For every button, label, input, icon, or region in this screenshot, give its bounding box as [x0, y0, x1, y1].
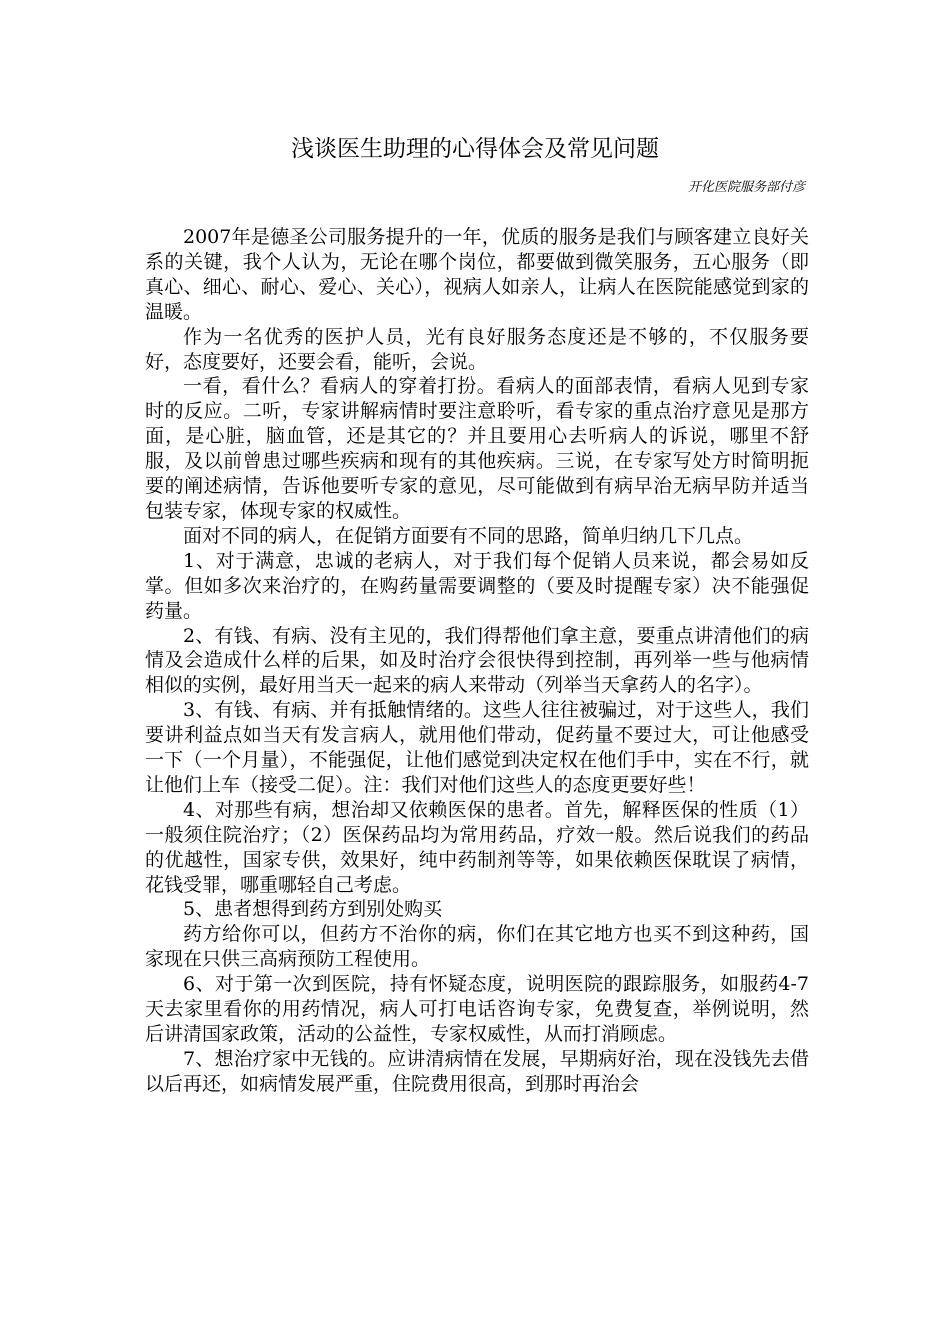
paragraph: 2007年是德圣公司服务提升的一年，优质的服务是我们与顾客建立良好关系的关键，我个人认为，无论在哪个岗位，都要做到微笑服务，五心服务（即真心、细心、耐心、爱心、关心），视病人如亲人，让病人在医院能感觉到家的温暖。	[145, 226, 809, 323]
paragraph: 5、患者想得到药方到别处购买	[183, 898, 443, 921]
paragraph: 作为一名优秀的医护人员，光有良好服务态度还是不够的，不仅服务要好，态度要好，还要会看，能听，会说。	[145, 325, 809, 373]
paragraph: 药方给你可以，但药方不治你的病，你们在其它地方也买不到这种药，国家现在只供三高病预防工程使用。	[145, 923, 809, 971]
paragraph: 3、有钱、有病、并有抵触情绪的。这些人往往被骗过，对于这些人，我们要讲利益点如当天有发言病人，就用他们带动，促药量不要过大，可让他感受一下（一个月量），不能强促，让他们感觉到决定权在他们手中，实在不行，就让他们上车（接受二促）。注：我们对他们这些人的态度更要好些！	[145, 699, 809, 796]
paragraph: 7、想治疗家中无钱的。应讲清病情在发展，早期病好治，现在没钱先去借以后再还，如病情发展严重，住院费用很高，到那时再治会	[145, 1047, 809, 1095]
paragraph: 一看，看什么？看病人的穿着打扮。看病人的面部表情，看病人见到专家时的反应。二听，专家讲解病情时要注意聆听，看专家的重点治疗意见是那方面，是心脏，脑血管，还是其它的？并且要用心去听病人的诉说，哪里不舒服，及以前曾患过哪些疾病和现有的其他疾病。三说，在专家写处方时简明扼要的阐述病情，告诉他要听专家的意见，尽可能做到有病早治无病早防并适当包装专家，体现专家的权威性。	[145, 375, 809, 522]
document-body	[145, 225, 809, 1097]
paragraph: 4、对那些有病，想治却又依赖医保的患者。首先，解释医保的性质（1）一般须住院治疗；（2）医保药品均为常用药品，疗效一般。然后说我们的药品的优越性，国家专供，效果好，纯中药制剂等等，如果依赖医保耽误了病情，花钱受罪，哪重哪轻自己考虑。	[145, 798, 809, 896]
paragraph: 1、对于满意，忠诚的老病人，对于我们每个促销人员来说，都会易如反掌。但如多次来治疗的，在购药量需要调整的（要及时提醒专家）决不能强促药量。	[145, 549, 809, 622]
author-line: 开化医院服务部付彦	[687, 180, 805, 195]
paragraph: 面对不同的病人，在促销方面要有不同的思路，简单归纳几下几点。	[183, 524, 754, 547]
document-title: 浅谈医生助理的心得体会及常见问题	[291, 136, 659, 162]
paragraph: 6、对于第一次到医院，持有怀疑态度，说明医院的跟踪服务，如服药4-7天去家里看你的用药情况，病人可打电话咨询专家，免费复查，举例说明，然后讲清国家政策，活动的公益性，专家权威性，从而打消顾虑。	[145, 973, 809, 1045]
paragraph: 2、有钱、有病、没有主见的，我们得帮他们拿主意，要重点讲清他们的病情及会造成什么样的后果，如及时治疗会很快得到控制，再列举一些与他病情相似的实例，最好用当天一起来的病人来带动（列举当天拿药人的名字）。	[145, 624, 809, 697]
